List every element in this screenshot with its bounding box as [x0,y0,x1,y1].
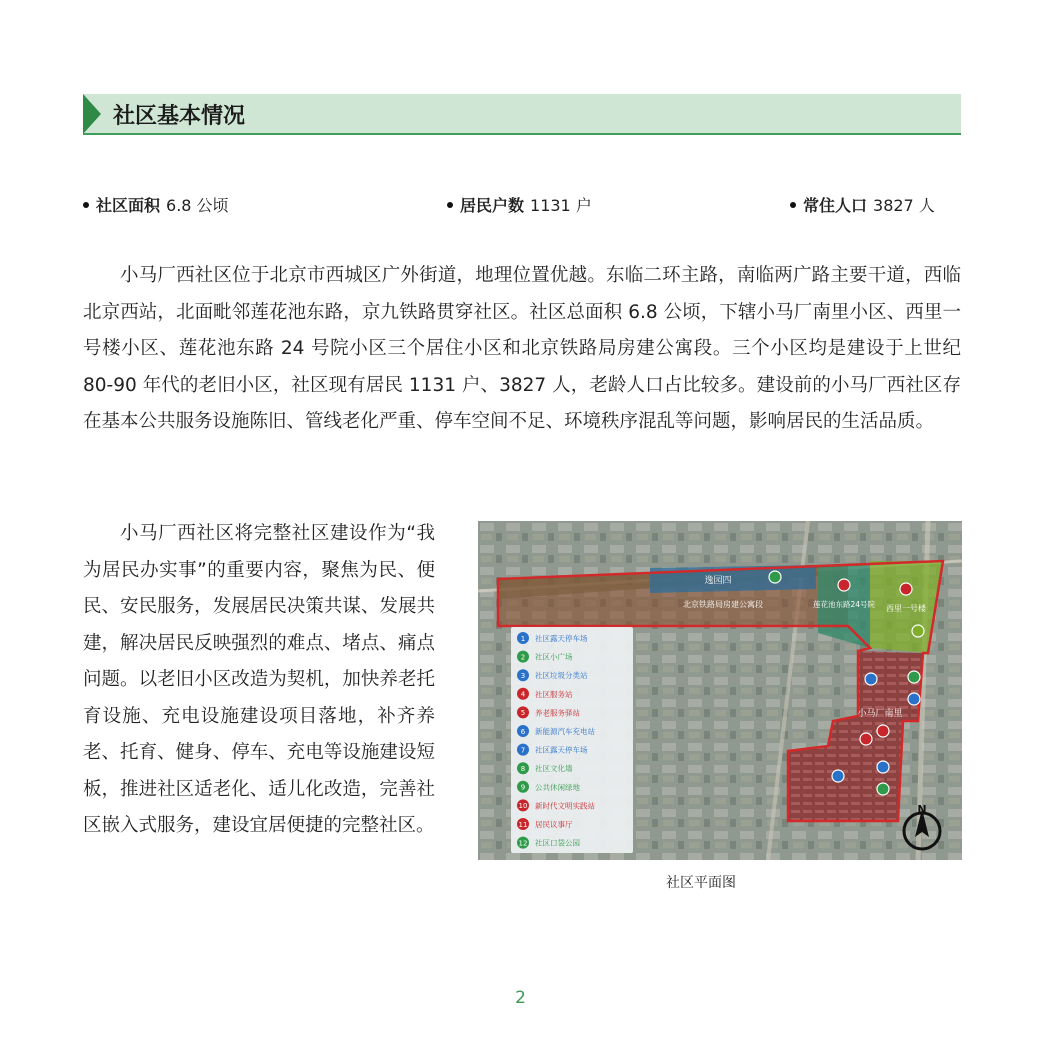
stat-value: 3827 人 [873,196,935,215]
legend-number: 8 [520,765,526,773]
area-label: 北京铁路局房建公寓段 [683,600,763,609]
legend-number: 9 [520,783,526,792]
stat-area [83,193,229,216]
legend-number: 4 [520,690,526,699]
legend-label: 养老服务驿站 [535,708,580,718]
legend-number: 1 [520,634,526,643]
map-caption: 社区平面图 [666,875,736,891]
legend-label: 社区露天停车场 [535,745,588,755]
legend-label: 社区小广场 [535,652,573,662]
legend-number: 5 [520,709,526,718]
legend-label: 新时代文明实践站 [535,801,595,811]
legend-label: 社区口袋公园 [535,838,580,848]
legend-label: 新能源汽车充电站 [535,727,595,736]
stat-value: 1131 户 [530,196,592,215]
legend-label: 社区露天停车场 [535,634,588,643]
bullet-icon [447,202,453,208]
area-label: 小马厂南里 [857,709,903,719]
legend-item [517,651,573,663]
legend-label: 居民议事厅 [535,820,573,829]
legend-number: 6 [520,727,526,736]
legend-number: 11 [518,820,528,829]
area-label: 西里一号楼 [886,604,926,613]
legend-item [517,818,573,830]
bullet-icon [83,202,89,208]
legend-item [517,706,580,718]
intro-paragraph: 小马厂西社区位于北京市西城区广外街道，地理位置优越。东临二环主路，南临两广路主要干道，西临北京西站，北面毗邻莲花池东路，京九铁路贯穿社区。社区总面积 6.8 公顷，下辖小马厂南里小区、西里一号楼小区、莲花池东路 24 号院小区三个居住小区和北京铁路局房建公寓段。三个小区均是建设于上世纪 80-90 年代的老旧小区，社区现有居民 1131 户、3827 人，老龄人口占比较多。建设前的小马厂西社区存在基本公共服务设施陈旧、管线老化严重、停车空间不足、环境秩序混乱等问题，影响居民的生活品质。 [83,265,961,432]
legend-item [517,762,573,774]
legend-item [517,688,573,700]
stat-households [447,193,592,216]
legend-label: 社区文化墙 [535,764,573,774]
community-map [478,521,962,860]
bullet-icon [790,202,796,208]
north-label: N [917,803,927,816]
legend-number: 3 [520,672,526,680]
stat-label: 常住人口 [803,196,868,215]
legend-label: 公共休闲绿地 [535,782,580,792]
section-title: 社区基本情况 [113,104,246,129]
area-label: 逸园四 [704,576,732,586]
legend-label: 社区服务站 [535,689,573,699]
section-arrow-icon [83,94,101,134]
legend-label: 社区垃圾分类站 [535,671,588,681]
legend-number: 12 [518,839,528,848]
construction-paragraph: 小马厂西社区将完整社区建设作为“我为居民办实事”的重要内容，聚焦为民、便民、安民服务，发展居民决策共谋、发展共建，解决居民反映强烈的难点、堵点、痛点问题。以老旧小区改造为契机，加快养老托育设施、充电设施建设项目落地，补齐养老、托育、健身、停车、充电等设施建设短板，推进社区适老化、适儿化改造，完善社区嵌入式服务，建设宜居便捷的完整社区。 [83,523,435,836]
legend-number: 2 [520,653,526,662]
stat-label: 社区面积 [96,196,161,215]
section-header [83,94,961,135]
stat-value: 6.8 公顷 [166,196,229,215]
legend-number: 7 [520,746,526,755]
stat-population [790,193,935,216]
area-label: 莲花池东路24号院 [812,600,876,609]
page-number: 2 [515,988,526,1008]
stat-label: 居民户数 [460,196,525,215]
legend-item [517,837,580,849]
legend-number: 10 [518,802,528,811]
legend-item [517,781,580,793]
